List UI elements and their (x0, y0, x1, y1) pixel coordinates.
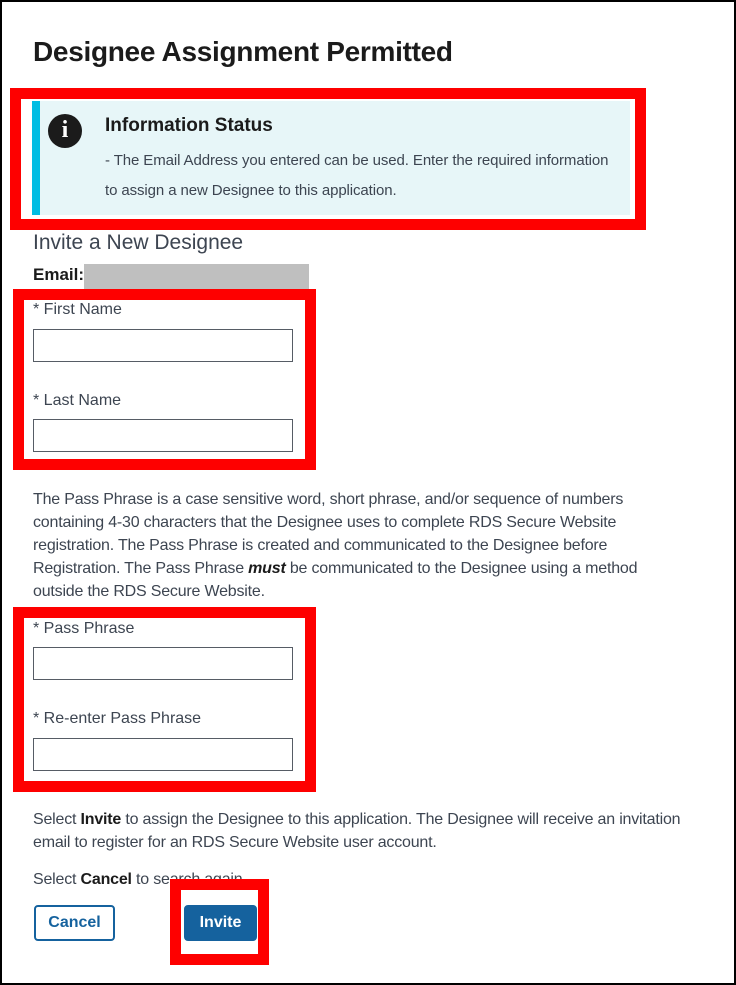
pass-phrase-description (33, 488, 645, 603)
cancel-button[interactable]: Cancel (34, 905, 115, 941)
email-label: Email: (33, 265, 85, 284)
cancel-instructions-part1: Select (33, 871, 81, 888)
alert-message: - The Email Address you entered can be used. Enter the required information to assign a new Designee to this application. (105, 152, 609, 199)
first-name-label: * First Name (33, 301, 122, 318)
invite-instructions (33, 808, 681, 854)
pass-phrase-label: * Pass Phrase (33, 620, 135, 637)
invite-button[interactable]: Invite (184, 905, 257, 941)
invite-instructions-part1: Select (33, 811, 81, 828)
pass-phrase-description-part1: The Pass Phrase is a case sensitive word, short phrase, and/or sequence of numbers containing 4-30 characters that the Designee uses to complete RDS Secure Website registration. The Pass Phrase is created and communicated to the Designee before Registration. The Pass Phrase (33, 491, 624, 577)
info-icon (48, 114, 82, 148)
cancel-instructions (33, 868, 681, 891)
first-name-input[interactable] (33, 329, 293, 362)
invite-instructions-emphasis: Invite (80, 811, 122, 828)
info-icon-glyph: i (61, 117, 69, 143)
reenter-pass-phrase-input[interactable] (33, 738, 293, 771)
alert-heading: Information Status (105, 115, 273, 136)
cancel-instructions-part2: to search again. (131, 871, 247, 888)
last-name-input[interactable] (33, 419, 293, 452)
alert-body (105, 112, 610, 206)
email-value-redacted (84, 264, 309, 290)
pass-phrase-description-part2: be communicated to the Designee using a method outside the RDS Secure Website. (33, 560, 638, 600)
invite-instructions-part2: to assign the Designee to this application. The Designee will receive an invitation email to register for an RDS Secure Website user account. (33, 811, 681, 851)
last-name-label: * Last Name (33, 392, 122, 409)
pass-phrase-description-emphasis: must (248, 560, 286, 577)
cancel-instructions-emphasis: Cancel (80, 871, 132, 888)
information-status-alert (32, 101, 630, 215)
reenter-pass-phrase-label: * Re-enter Pass Phrase (33, 710, 202, 727)
page-title: Designee Assignment Permitted (33, 36, 453, 67)
pass-phrase-input[interactable] (33, 647, 293, 680)
invite-section-heading: Invite a New Designee (33, 231, 244, 254)
